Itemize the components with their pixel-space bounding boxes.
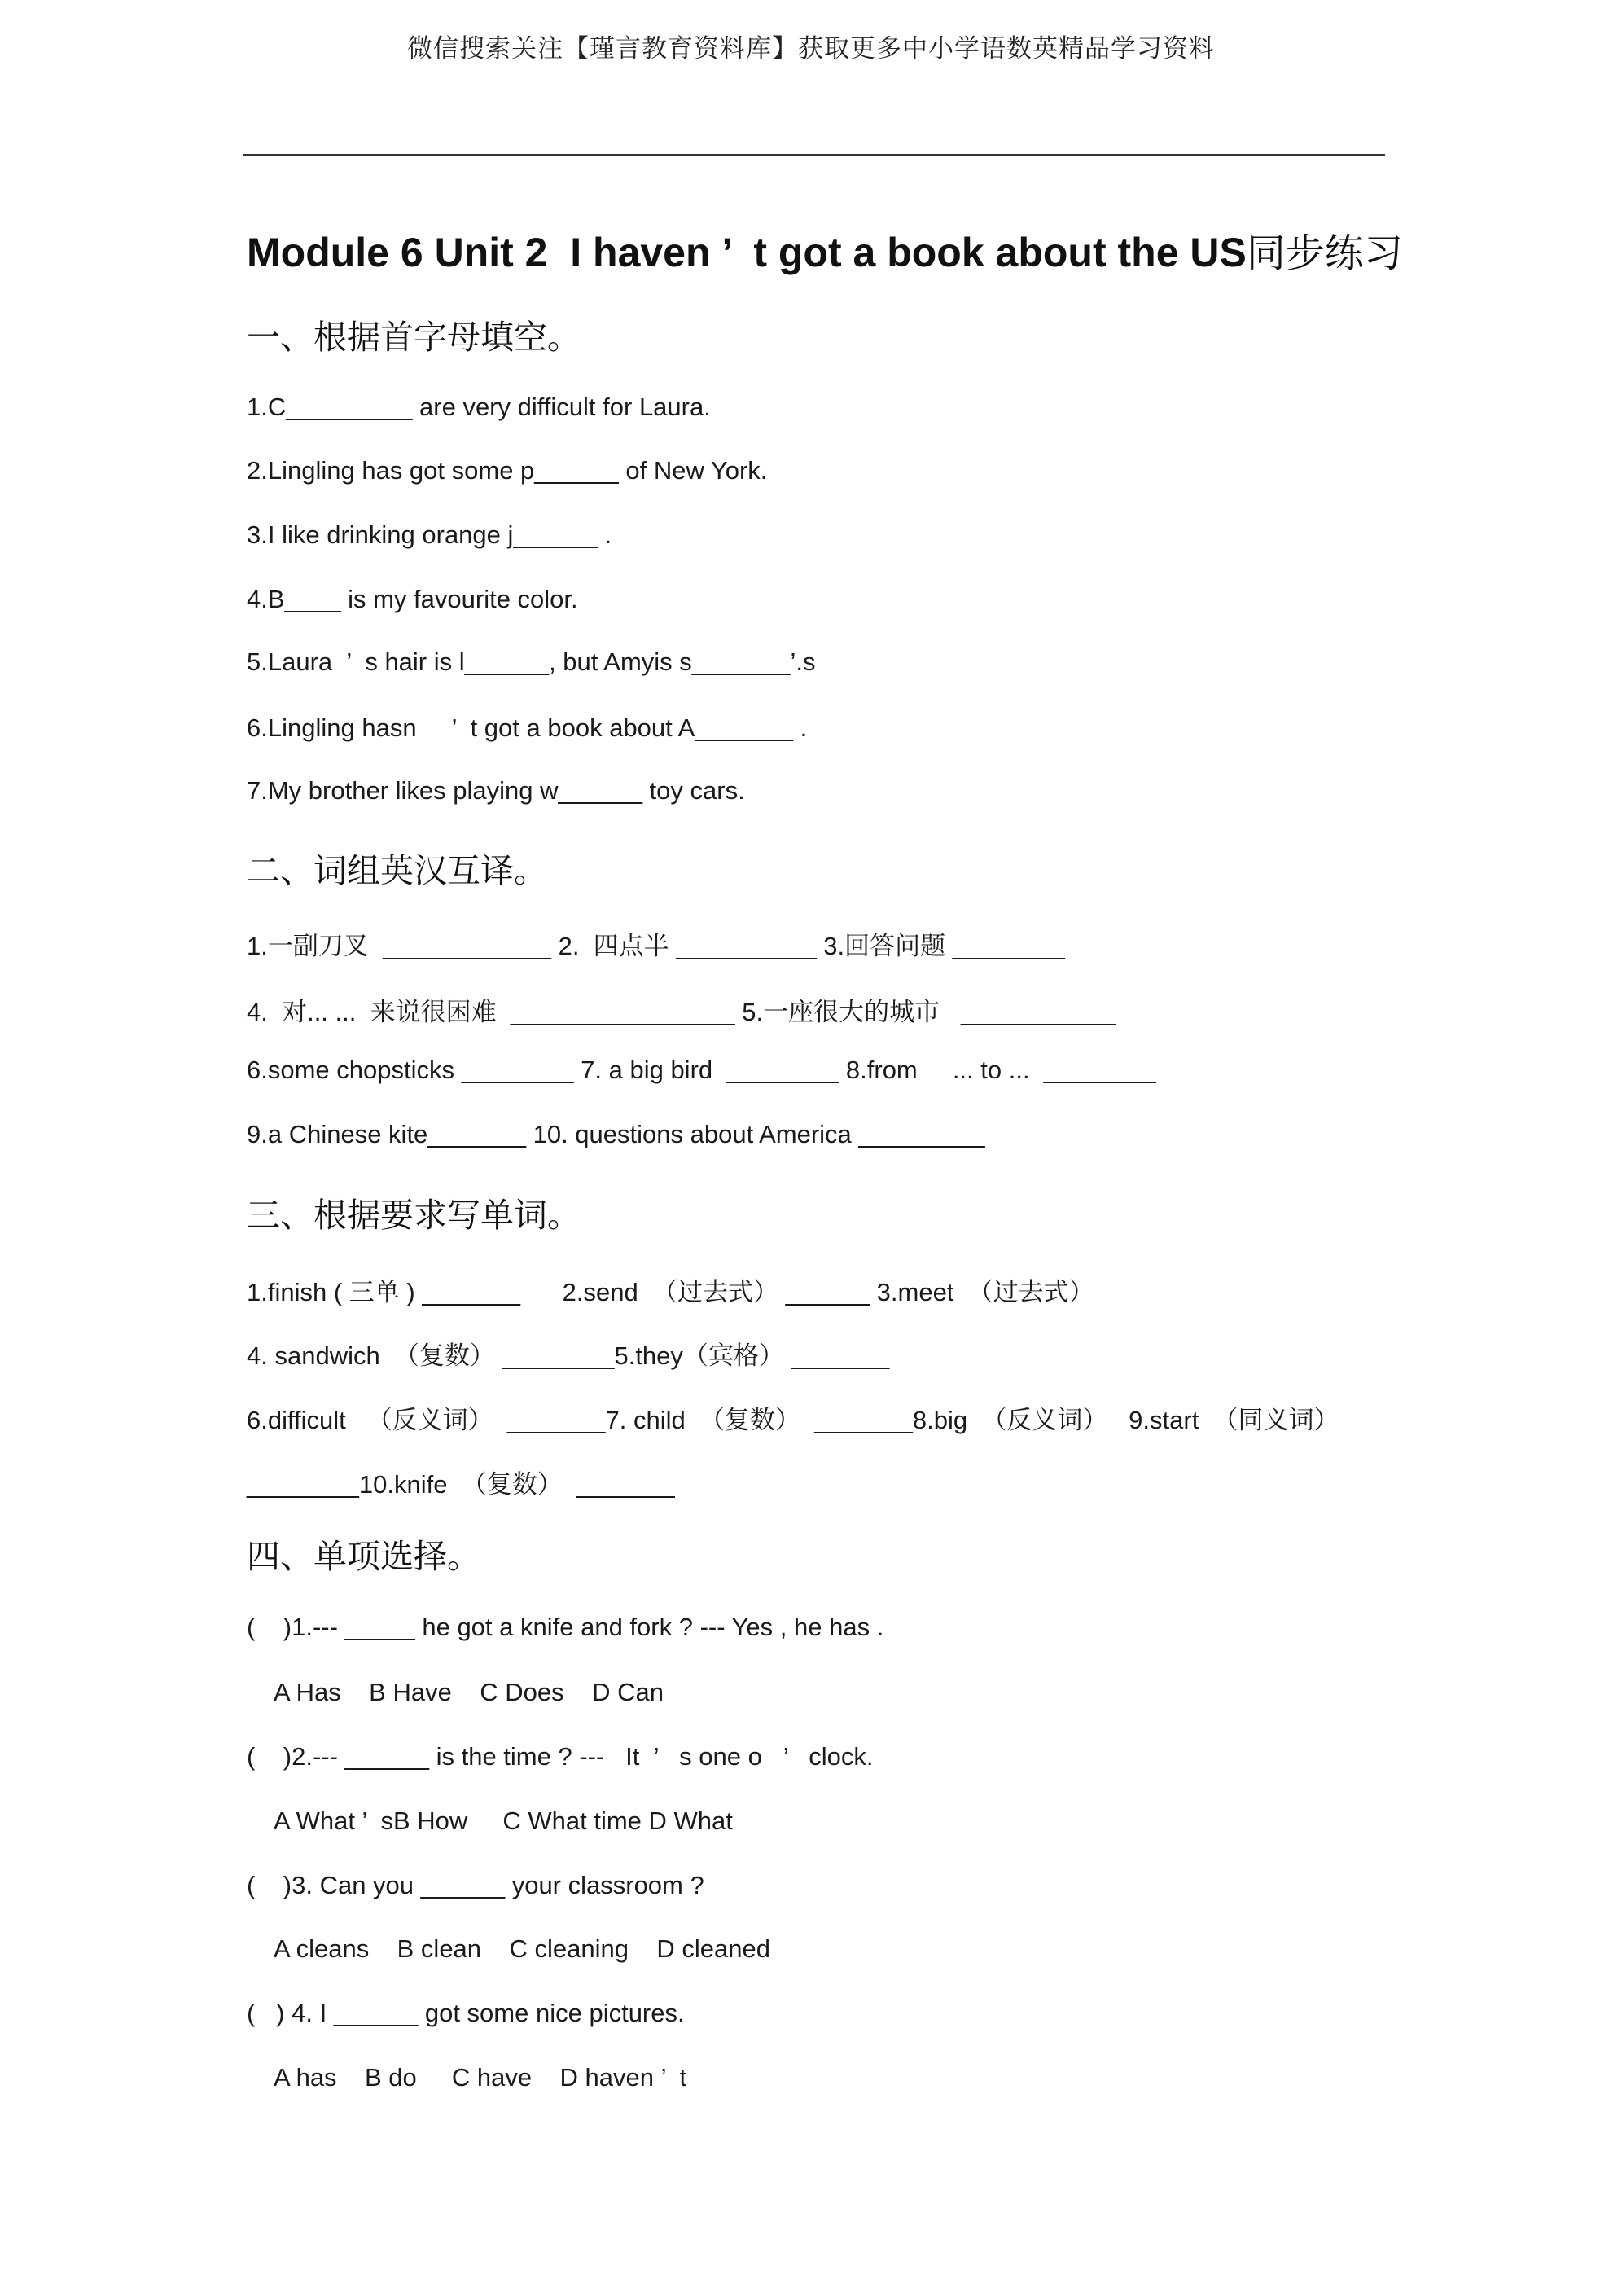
section-2-line-1: 1.一副刀叉 ____________ 2. 四点半 __________ 3.回答问题 ________	[247, 932, 1065, 960]
section-3-line-3: 6.difficult （反义词） _______7. child （复数） _______8.big （反义词） 9.start （同义词）	[247, 1406, 1339, 1434]
section-3-heading: 三、根据要求写单词。	[247, 1196, 581, 1235]
question-1: ( )1.--- _____ he got a knife and fork ? --- Yes , he has .	[247, 1613, 884, 1641]
header-rule	[243, 154, 1385, 156]
section-1-item-1: 1.C_________ are very difficult for Laura.	[247, 393, 711, 421]
section-3-line-1: 1.finish ( 三单 ) _______ 2.send （过去式） ______ 3.meet （过去式）	[247, 1278, 1094, 1306]
question-2: ( )2.--- ______ is the time ? --- It ’ s one o ’ clock.	[247, 1742, 874, 1771]
page-title	[247, 222, 1403, 278]
section-1-item-3: 3.I like drinking orange j______ .	[247, 520, 612, 549]
question-1-options: A Has B Have C Does D Can	[274, 1678, 664, 1706]
section-1-item-6: 6.Lingling hasn ’ t got a book about A_______ .	[247, 713, 808, 742]
section-3-line-2: 4. sandwich （复数） ________5.they（宾格） _______	[247, 1341, 890, 1370]
question-2-options: A What ’ sB How C What time D What	[274, 1807, 733, 1835]
question-4-options: A has B do C have D haven ’ t	[274, 2063, 687, 2092]
section-2-line-2: 4. 对... ... 来说很困难 ________________ 5.一座很大的城市 ___________	[247, 998, 1116, 1026]
question-3: ( )3. Can you ______ your classroom ?	[247, 1871, 704, 1899]
question-4: ( ) 4. I ______ got some nice pictures.	[247, 1999, 685, 2027]
section-1-item-5: 5.Laura ’ s hair is l______, but Amyis s_______’.s	[247, 648, 816, 676]
question-3-options: A cleans B clean C cleaning D cleaned	[274, 1934, 771, 1963]
page-header: 微信搜索关注【瑾言教育资料库】获取更多中小学语数英精品学习资料	[407, 34, 1215, 64]
section-1-item-4: 4.B____ is my favourite color.	[247, 585, 578, 613]
section-2-line-3: 6.some chopsticks ________ 7. a big bird ________ 8.from ... to ... ________	[247, 1056, 1156, 1084]
section-2-heading: 二、词组英汉互译。	[247, 851, 547, 890]
section-1-heading: 一、根据首字母填空。	[247, 318, 581, 357]
title-chinese: 同步练习	[1246, 230, 1403, 276]
section-1-item-2: 2.Lingling has got some p______ of New York.	[247, 456, 768, 485]
section-4-heading: 四、单项选择。	[247, 1537, 480, 1576]
section-1-item-7: 7.My brother likes playing w______ toy cars.	[247, 776, 745, 805]
title-english: Module 6 Unit 2 I haven ’ t got a book about the US	[247, 230, 1247, 275]
section-2-line-4: 9.a Chinese kite_______ 10. questions about America _________	[247, 1120, 985, 1148]
section-3-line-4: ________10.knife （复数） _______	[247, 1470, 675, 1499]
